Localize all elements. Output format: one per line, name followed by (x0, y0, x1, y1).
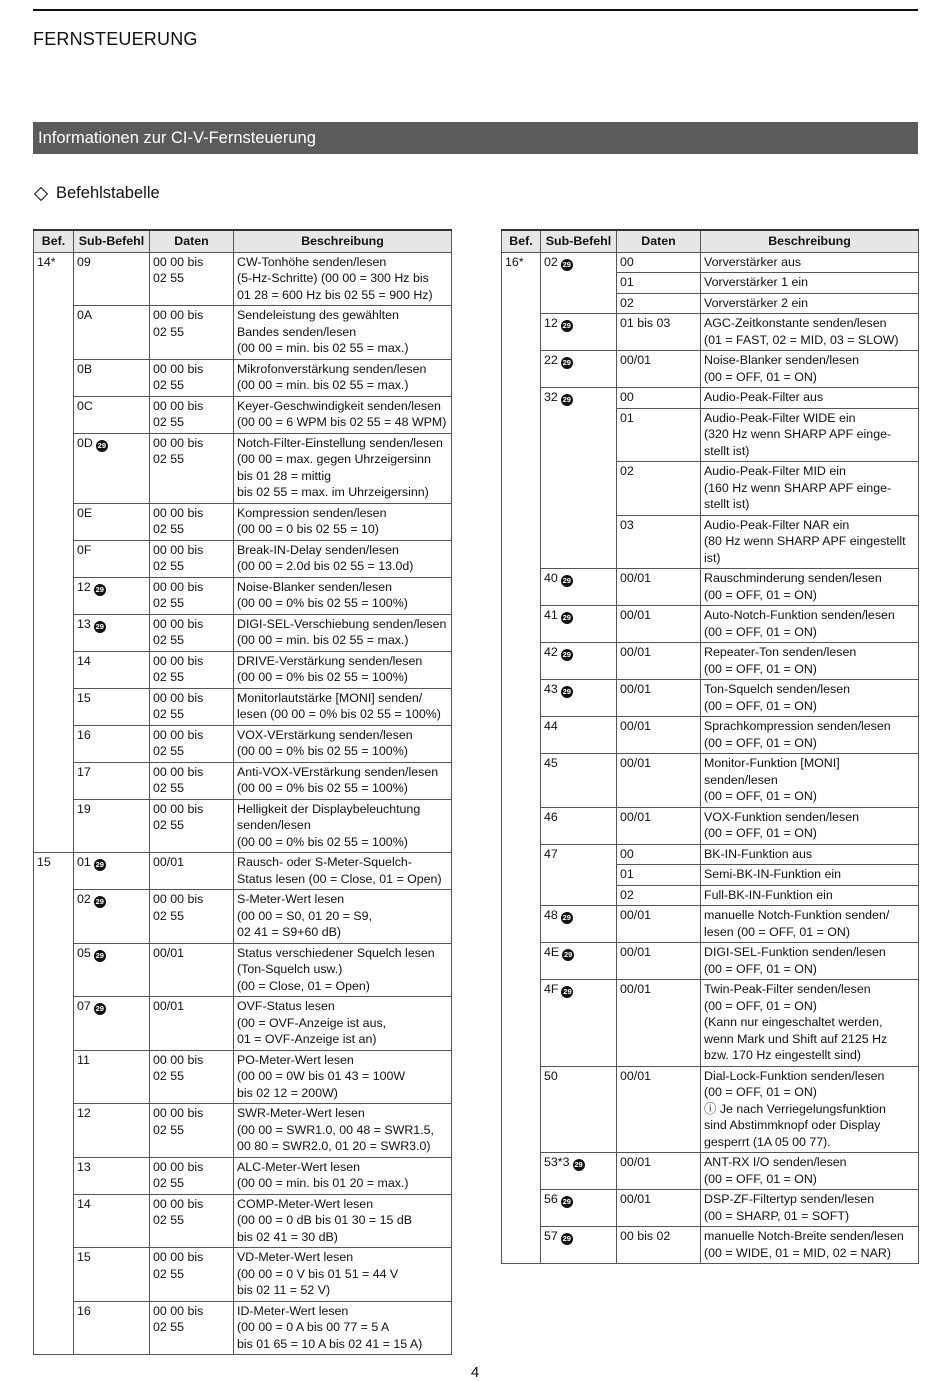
command-cell: 15 (34, 853, 74, 1355)
description-cell: DIGI-SEL-Funktion senden/lesen (00 = OFF, 01 = ON) (701, 943, 919, 980)
sub-command-code: 50 (544, 1068, 558, 1083)
sub-command-cell (74, 1248, 150, 1302)
command-table-left-body (34, 252, 452, 1355)
data-cell: 00 00 bis 02 55 (150, 396, 234, 433)
table-row (502, 643, 919, 680)
col-header-data: Daten (617, 230, 701, 252)
data-cell: 00 (617, 388, 701, 409)
sub-command-cell (541, 807, 617, 844)
sub-command-code: 07 (77, 999, 91, 1013)
sub-command-cell (74, 1104, 150, 1158)
sub-command-cell (74, 540, 150, 577)
sub-command-code: 46 (544, 809, 558, 824)
data-cell: 00/01 (617, 1153, 701, 1190)
data-cell: 00 00 bis 02 55 (150, 540, 234, 577)
table-row (502, 1066, 919, 1153)
note-29-icon: 29 (562, 613, 571, 622)
data-cell: 00/01 (150, 853, 234, 890)
sub-command-code: 47 (544, 846, 558, 861)
sub-command-cell (74, 1301, 150, 1355)
note-29-icon: 29 (574, 1160, 583, 1169)
sub-command-cell (541, 569, 617, 606)
description-cell: Repeater-Ton senden/lesen (00 = OFF, 01 = ON) (701, 643, 919, 680)
sub-command-code: 56 (544, 1192, 558, 1206)
description-cell: Rauschminderung senden/lesen (00 = OFF, 01 = ON) (701, 569, 919, 606)
description-cell: DRIVE-Verstärkung senden/lesen (00 00 = 0% bis 02 55 = 100%) (234, 651, 452, 688)
data-cell: 00 (617, 844, 701, 865)
col-header-bef: Bef. (502, 230, 541, 252)
sub-command-cell (74, 762, 150, 799)
note-29-icon: 29 (562, 358, 571, 367)
sub-command-code: 12 (544, 316, 558, 330)
sub-command-code: 15 (77, 1250, 91, 1264)
note-29-icon: 29 (95, 950, 104, 960)
data-cell: 00/01 (617, 569, 701, 606)
description-cell: Audio-Peak-Filter aus (701, 388, 919, 409)
description-cell: AGC-Zeitkonstante senden/lesen (01 = FAST, 02 = MID, 03 = SLOW) (701, 314, 919, 351)
data-cell: 00/01 (617, 643, 701, 680)
sub-command-cell (74, 688, 150, 725)
sub-command-code: 02 (77, 892, 91, 906)
description-cell: Anti-VOX-VErstärkung senden/lesen (00 00 = 0% bis 02 55 = 100%) (234, 762, 452, 799)
table-row (34, 503, 452, 540)
description-cell: Helligkeit der Displaybeleuchtung senden/lesen (00 00 = 0% bis 02 55 = 100%) (234, 799, 452, 853)
sub-command-code: 57 (544, 1229, 558, 1243)
sub-command-cell (541, 906, 617, 943)
description-cell: Break-IN-Delay senden/lesen (00 00 = 2.0d bis 02 55 = 13.0d) (234, 540, 452, 577)
sub-command-code: 13 (77, 1159, 91, 1174)
data-cell: 00 00 bis 02 55 (150, 577, 234, 614)
sub-heading-text: Befehlstabelle (56, 184, 160, 202)
description-cell: Vorverstärker 1 ein (701, 273, 919, 294)
data-cell: 00 00 bis 02 55 (150, 762, 234, 799)
sub-command-code: 17 (77, 764, 91, 779)
table-header-row (502, 230, 919, 252)
sub-command-code: 32 (544, 390, 558, 404)
description-cell: Notch-Filter-Einstellung senden/lesen (00 00 = max. gegen Uhrzeigersinn bis 01 28 = mittig bis 02 55 = max. im Uhrzeigersinn) (234, 433, 452, 503)
sub-command-code: 44 (544, 719, 558, 733)
note-29-icon: 29 (562, 650, 571, 659)
table-row (502, 314, 919, 351)
data-cell: 01 bis 03 (617, 314, 701, 351)
data-cell: 00 00 bis 02 55 (150, 890, 234, 944)
sub-command-cell (74, 614, 150, 651)
data-cell: 00 00 bis 02 55 (150, 503, 234, 540)
sub-command-code: 45 (544, 756, 558, 770)
sub-command-cell (74, 799, 150, 853)
sub-command-code: 15 (77, 690, 91, 705)
table-row (34, 252, 452, 306)
description-cell: VOX-VErstärkung senden/lesen (00 00 = 0% bis 02 55 = 100%) (234, 725, 452, 762)
sub-command-code: 43 (544, 682, 558, 696)
data-cell: 00 00 bis 02 55 (150, 1194, 234, 1248)
note-29-icon: 29 (95, 584, 104, 594)
data-cell: 00/01 (617, 351, 701, 388)
note-29-icon: 29 (95, 897, 104, 906)
data-cell: 00/01 (617, 1066, 701, 1153)
sub-command-code: 12 (77, 1106, 91, 1120)
table-row (34, 725, 452, 762)
table-row (502, 807, 919, 844)
command-cell: 16* (502, 252, 541, 1264)
col-header-desc: Beschreibung (234, 230, 452, 252)
sub-command-cell (74, 1194, 150, 1248)
sub-command-code: 14 (77, 653, 91, 668)
sub-command-cell (74, 252, 150, 306)
data-cell: 00 (617, 252, 701, 273)
description-cell: Mikrofonverstärkung senden/lesen (00 00 = min. bis 02 55 = max.) (234, 359, 452, 396)
description-cell: manuelle Notch-Breite senden/lesen (00 = WIDE, 01 = MID, 02 = NAR) (701, 1227, 919, 1264)
data-cell: 00/01 (617, 680, 701, 717)
description-cell: Auto-Notch-Funktion senden/lesen (00 = OFF, 01 = ON) (701, 606, 919, 643)
table-row (502, 680, 919, 717)
description-cell: COMP-Meter-Wert lesen (00 00 = 0 dB bis 01 30 = 15 dB bis 02 41 = 30 dB) (234, 1194, 452, 1248)
data-cell: 00/01 (617, 1190, 701, 1227)
description-cell: DIGI-SEL-Verschiebung senden/lesen (00 00 = min. bis 02 55 = max.) (234, 614, 452, 651)
note-29-icon: 29 (562, 913, 571, 922)
note-29-icon: 29 (562, 1234, 571, 1243)
description-cell: Audio-Peak-Filter NAR ein (80 Hz wenn SHARP APF eingestellt ist) (701, 515, 919, 569)
data-cell: 00/01 (150, 997, 234, 1051)
sub-command-code: 19 (77, 801, 91, 816)
data-cell: 00/01 (617, 717, 701, 754)
data-cell: 00 00 bis 02 55 (150, 1248, 234, 1302)
table-row (34, 577, 452, 614)
sub-command-cell (74, 943, 150, 997)
description-cell: CW-Tonhöhe senden/lesen (5-Hz-Schritte) (00 00 = 300 Hz bis 01 28 = 600 Hz bis 02 55 = 900 Hz) (234, 252, 452, 306)
table-row (502, 606, 919, 643)
sub-command-code: 22 (544, 353, 558, 367)
description-cell: Audio-Peak-Filter MID ein (160 Hz wenn SHARP APF einge- stellt ist) (701, 462, 919, 516)
data-cell: 02 (617, 885, 701, 906)
sub-command-cell (74, 997, 150, 1051)
data-cell: 00/01 (617, 980, 701, 1067)
note-29-icon: 29 (562, 395, 571, 404)
data-cell: 00 00 bis 02 55 (150, 1050, 234, 1104)
table-row (502, 1190, 919, 1227)
data-cell: 00 00 bis 02 55 (150, 1301, 234, 1355)
sub-command-cell (74, 853, 150, 890)
page-number: 4 (470, 1364, 480, 1381)
description-cell: SWR-Meter-Wert lesen (00 00 = SWR1.0, 00 48 = SWR1.5, 00 80 = SWR2.0, 01 20 = SWR3.0) (234, 1104, 452, 1158)
page-heading: FERNSTEUERUNG (33, 29, 198, 49)
data-cell: 01 (617, 865, 701, 886)
table-row (34, 1104, 452, 1158)
sub-command-cell (541, 351, 617, 388)
table-row (34, 799, 452, 853)
description-cell: Noise-Blanker senden/lesen (00 = OFF, 01 = ON) (701, 351, 919, 388)
note-29-icon: 29 (562, 321, 571, 330)
diamond-icon (34, 186, 48, 200)
sub-command-code: 42 (544, 645, 558, 659)
table-row (34, 1248, 452, 1302)
description-cell: Sprachkompression senden/lesen (00 = OFF, 01 = ON) (701, 717, 919, 754)
table-row (502, 980, 919, 1067)
data-cell: 00 00 bis 02 55 (150, 651, 234, 688)
data-cell: 01 (617, 408, 701, 462)
data-cell: 00/01 (617, 906, 701, 943)
sub-command-cell (74, 1157, 150, 1194)
sub-command-code: 0A (77, 308, 93, 322)
sub-command-cell (74, 359, 150, 396)
data-cell: 00 00 bis 02 55 (150, 1104, 234, 1158)
section-title-bar: Informationen zur CI-V-Fernsteuerung (33, 122, 918, 154)
command-table-right-body (502, 252, 919, 1264)
note-29-icon: 29 (95, 860, 104, 869)
col-header-data: Daten (150, 230, 234, 252)
data-cell: 02 (617, 462, 701, 516)
data-cell: 00 00 bis 02 55 (150, 799, 234, 853)
sub-command-cell (541, 1066, 617, 1153)
table-row (34, 890, 452, 944)
description-cell: DSP-ZF-Filtertyp senden/lesen (00 = SHARP, 01 = SOFT) (701, 1190, 919, 1227)
data-cell: 01 (617, 273, 701, 294)
description-cell: Vorverstärker aus (701, 252, 919, 273)
sub-command-code: 09 (77, 254, 91, 269)
description-cell: BK-IN-Funktion aus (701, 844, 919, 865)
sub-command-cell (541, 754, 617, 808)
command-table-left (33, 229, 452, 1355)
data-cell: 00/01 (617, 943, 701, 980)
note-29-icon: 29 (95, 1004, 104, 1013)
sub-command-code: 0F (77, 542, 92, 557)
sub-command-code: 05 (77, 945, 91, 960)
sub-command-code: 0D (77, 435, 93, 450)
sub-heading (33, 184, 160, 203)
data-cell: 00/01 (617, 606, 701, 643)
table-header-row (34, 230, 452, 252)
sub-command-cell (74, 725, 150, 762)
data-cell: 00 00 bis 02 55 (150, 725, 234, 762)
description-cell: Vorverstärker 2 ein (701, 293, 919, 314)
data-cell: 00/01 (617, 807, 701, 844)
sub-command-code: 4F (544, 982, 559, 996)
note-29-icon: 29 (562, 687, 571, 696)
sub-command-code: 16 (77, 727, 91, 742)
sub-command-code: 41 (544, 608, 558, 622)
sub-command-cell (541, 844, 617, 906)
table-row (34, 433, 452, 503)
table-row (502, 1153, 919, 1190)
table-row (34, 853, 452, 890)
data-cell: 03 (617, 515, 701, 569)
sub-command-code: 11 (77, 1052, 90, 1067)
sub-command-code: 48 (544, 908, 558, 922)
description-cell: OVF-Status lesen (00 = OVF-Anzeige ist aus, 01 = OVF-Anzeige ist an) (234, 997, 452, 1051)
sub-command-code: 53*3 (544, 1155, 570, 1169)
top-rule (33, 9, 918, 11)
description-cell: Dial-Lock-Funktion senden/lesen (00 = OFF, 01 = ON) ⓘ Je nach Verriegelungsfunktion sind Abstimmknopf oder Display gesperrt (1A 05 00 77). (701, 1066, 919, 1153)
sub-command-cell (74, 396, 150, 433)
sub-command-cell (541, 680, 617, 717)
table-row (502, 388, 919, 409)
table-row (502, 906, 919, 943)
table-row (502, 943, 919, 980)
description-cell: VOX-Funktion senden/lesen (00 = OFF, 01 = ON) (701, 807, 919, 844)
table-row (34, 1194, 452, 1248)
description-cell: S-Meter-Wert lesen (00 00 = S0, 01 20 = S9, 02 41 = S9+60 dB) (234, 890, 452, 944)
description-cell: VD-Meter-Wert lesen (00 00 = 0 V bis 01 51 = 44 V bis 02 11 = 52 V) (234, 1248, 452, 1302)
table-row (502, 252, 919, 273)
data-cell: 00 00 bis 02 55 (150, 614, 234, 651)
data-cell: 00 00 bis 02 55 (150, 688, 234, 725)
sub-command-cell (541, 643, 617, 680)
table-row (34, 1301, 452, 1355)
table-row (502, 754, 919, 808)
data-cell: 00 00 bis 02 55 (150, 252, 234, 306)
table-row (34, 651, 452, 688)
sub-command-cell (541, 717, 617, 754)
description-cell: manuelle Notch-Funktion senden/ lesen (00 = OFF, 01 = ON) (701, 906, 919, 943)
table-row (502, 717, 919, 754)
table-row (34, 997, 452, 1051)
table-row (34, 306, 452, 360)
table-row (34, 1157, 452, 1194)
sub-command-cell (541, 1190, 617, 1227)
note-29-icon: 29 (562, 259, 571, 269)
data-cell: 00 00 bis 02 55 (150, 306, 234, 360)
data-cell: 00/01 (150, 943, 234, 997)
table-row (34, 688, 452, 725)
col-header-sub: Sub-Befehl (541, 230, 617, 252)
description-cell: Keyer-Geschwindigkeit senden/lesen (00 00 = 6 WPM bis 02 55 = 48 WPM) (234, 396, 452, 433)
table-row (502, 1227, 919, 1264)
data-cell: 00 00 bis 02 55 (150, 1157, 234, 1194)
table-row (34, 943, 452, 997)
sub-command-code: 4E (544, 945, 560, 959)
sub-command-code: 12 (77, 579, 91, 594)
note-29-icon: 29 (562, 576, 571, 585)
sub-command-cell (74, 890, 150, 944)
data-cell: 00 bis 02 (617, 1227, 701, 1264)
sub-command-cell (541, 314, 617, 351)
description-cell: Sendeleistung des gewählten Bandes senden/lesen (00 00 = min. bis 02 55 = max.) (234, 306, 452, 360)
description-cell: Monitorlautstärke [MONI] senden/ lesen (00 00 = 0% bis 02 55 = 100%) (234, 688, 452, 725)
table-row (34, 1050, 452, 1104)
data-cell: 00 00 bis 02 55 (150, 359, 234, 396)
table-row (502, 569, 919, 606)
data-cell: 00 00 bis 02 55 (150, 433, 234, 503)
sub-command-code: 14 (77, 1196, 91, 1211)
description-cell: Semi-BK-IN-Funktion ein (701, 865, 919, 886)
sub-command-cell (74, 1050, 150, 1104)
col-header-bef: Bef. (34, 230, 74, 252)
sub-command-cell (74, 306, 150, 360)
table-row (34, 614, 452, 651)
data-cell: 00/01 (617, 754, 701, 808)
note-29-icon: 29 (563, 950, 573, 959)
sub-command-cell (541, 606, 617, 643)
col-header-desc: Beschreibung (701, 230, 919, 252)
command-table-right (501, 229, 919, 1264)
sub-command-code: 0E (77, 505, 93, 520)
table-row (502, 844, 919, 865)
table-row (34, 540, 452, 577)
sub-command-cell (541, 943, 617, 980)
sub-command-cell (541, 1227, 617, 1264)
description-cell: Full-BK-IN-Funktion ein (701, 885, 919, 906)
description-cell: Rausch- oder S-Meter-Squelch- Status lesen (00 = Close, 01 = Open) (234, 853, 452, 890)
sub-command-cell (74, 433, 150, 503)
sub-command-code: 02 (544, 254, 558, 269)
description-cell: ALC-Meter-Wert lesen (00 00 = min. bis 01 20 = max.) (234, 1157, 452, 1194)
description-cell: PO-Meter-Wert lesen (00 00 = 0W bis 01 43 = 100W bis 02 12 = 200W) (234, 1050, 452, 1104)
sub-command-code: 13 (77, 616, 91, 631)
data-cell: 02 (617, 293, 701, 314)
sub-command-cell (74, 577, 150, 614)
note-29-icon: 29 (97, 440, 107, 450)
sub-command-cell (541, 980, 617, 1067)
description-cell: Twin-Peak-Filter senden/lesen (00 = OFF, 01 = ON) (Kann nur eingeschaltet werden, wenn Mark und Shift auf 2125 Hz bzw. 170 Hz eingestellt sind) (701, 980, 919, 1067)
sub-command-cell (74, 651, 150, 688)
sub-command-code: 0C (77, 398, 93, 413)
col-header-sub: Sub-Befehl (74, 230, 150, 252)
sub-command-cell (74, 503, 150, 540)
table-row (34, 762, 452, 799)
table-row (502, 351, 919, 388)
sub-command-cell (541, 388, 617, 569)
note-29-icon: 29 (562, 1197, 571, 1206)
sub-command-cell (541, 1153, 617, 1190)
sub-command-code: 01 (77, 855, 91, 869)
command-cell: 14* (34, 252, 74, 853)
description-cell: Ton-Squelch senden/lesen (00 = OFF, 01 = ON) (701, 680, 919, 717)
table-row (34, 359, 452, 396)
sub-command-cell (541, 252, 617, 314)
description-cell: Audio-Peak-Filter WIDE ein (320 Hz wenn SHARP APF einge- stellt ist) (701, 408, 919, 462)
note-29-icon: 29 (95, 621, 104, 631)
description-cell: Kompression senden/lesen (00 00 = 0 bis 02 55 = 10) (234, 503, 452, 540)
sub-command-code: 40 (544, 571, 558, 585)
description-cell: Noise-Blanker senden/lesen (00 00 = 0% bis 02 55 = 100%) (234, 577, 452, 614)
note-29-icon: 29 (563, 987, 572, 996)
sub-command-code: 16 (77, 1303, 91, 1318)
table-row (34, 396, 452, 433)
description-cell: Monitor-Funktion [MONI] senden/lesen (00 = OFF, 01 = ON) (701, 754, 919, 808)
sub-command-code: 0B (77, 361, 93, 376)
description-cell: Status verschiedener Squelch lesen (Ton-Squelch usw.) (00 = Close, 01 = Open) (234, 943, 452, 997)
description-cell: ID-Meter-Wert lesen (00 00 = 0 A bis 00 77 = 5 A bis 01 65 = 10 A bis 02 41 = 15 A) (234, 1301, 452, 1355)
description-cell: ANT-RX I/O senden/lesen (00 = OFF, 01 = ON) (701, 1153, 919, 1190)
